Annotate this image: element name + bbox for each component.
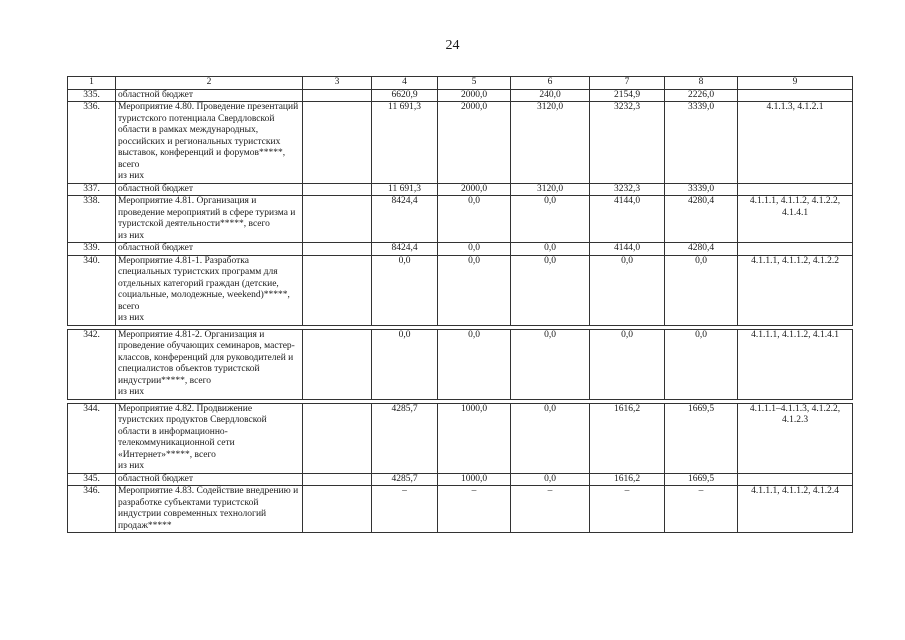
cell-col4: 11 691,3 [372,102,438,184]
cell-col9 [738,243,853,256]
row-number: 338. [68,196,116,243]
cell-col3 [303,243,372,256]
cell-col8: 2226,0 [665,89,738,102]
cell-col6: 0,0 [511,403,590,473]
cell-col7: 3232,3 [590,183,665,196]
table-row [68,403,853,473]
cell-col5: – [438,486,511,533]
column-header: 6 [511,77,590,90]
cell-col9: 4.1.1.1, 4.1.1.2, 4.1.2.4 [738,486,853,533]
cell-col4: 4285,7 [372,473,438,486]
cell-col8: 1669,5 [665,403,738,473]
cell-col6: 3120,0 [511,102,590,184]
cell-col4: 0,0 [372,255,438,325]
cell-col4: 8424,4 [372,243,438,256]
row-name-cell [116,102,303,184]
cell-col9 [738,89,853,102]
cell-col7: 4144,0 [590,243,665,256]
row-number: 342. [68,329,116,399]
cell-col8: 0,0 [665,255,738,325]
cell-col9: 4.1.1.1–4.1.1.3, 4.1.2.2, 4.1.2.3 [738,403,853,473]
cell-col4: 6620,9 [372,89,438,102]
cell-col4: 0,0 [372,329,438,399]
cell-col5: 0,0 [438,255,511,325]
cell-col4: 11 691,3 [372,183,438,196]
cell-col9: 4.1.1.1, 4.1.1.2, 4.1.4.1 [738,329,853,399]
column-header: 3 [303,77,372,90]
row-name-sub: из них [118,230,145,241]
row-name-cell [116,255,303,325]
cell-col4: 4285,7 [372,403,438,473]
cell-col5: 0,0 [438,243,511,256]
cell-col8: 4280,4 [665,243,738,256]
cell-col3 [303,329,372,399]
cell-col6: 0,0 [511,255,590,325]
table-row [68,473,853,486]
cell-col9: 4.1.1.1, 4.1.1.2, 4.1.2.2, 4.1.4.1 [738,196,853,243]
cell-col8: 3339,0 [665,183,738,196]
row-name-cell [116,329,303,399]
cell-col8: 1669,5 [665,473,738,486]
cell-col7: 0,0 [590,255,665,325]
row-number: 337. [68,183,116,196]
table-row [68,89,853,102]
column-header: 5 [438,77,511,90]
cell-col7: 2154,9 [590,89,665,102]
cell-col7: 1616,2 [590,473,665,486]
cell-col3 [303,89,372,102]
row-name: Мероприятие 4.81-1. Разработка специальных туристских программ для отдельных категорий граждан (детские, социальные, молодежные, weekend)*****, всего [118,255,290,312]
cell-col5: 1000,0 [438,403,511,473]
cell-col8: – [665,486,738,533]
row-name: Мероприятие 4.82. Продвижение туристских продуктов Свердловской области в информационно-телекоммуникационной сети «Интернет»*****, всего [118,403,267,460]
row-name: областной бюджет [116,473,303,486]
row-name-sub: из них [118,461,145,471]
row-name: Мероприятие 4.81-2. Организация и проведение обучающих семинаров, мастер-классов, конференций для руководителей и специалистов объектов туристской индустрии*****, всего [118,329,295,386]
cell-col6: 240,0 [511,89,590,102]
cell-col4: 8424,4 [372,196,438,243]
row-number: 339. [68,243,116,256]
cell-col3 [303,255,372,325]
cell-col5: 2000,0 [438,183,511,196]
cell-col3 [303,486,372,533]
row-number: 345. [68,473,116,486]
table-row [68,486,853,533]
row-name-sub: из них [118,313,145,323]
cell-col6: 3120,0 [511,183,590,196]
cell-col6: – [511,486,590,533]
cell-col3 [303,183,372,196]
table-row [68,102,853,184]
row-name: Мероприятие 4.83. Содействие внедрению и разработке субъектами туристской индустрии современных технологий продаж***** [116,486,303,533]
table-row [68,243,853,256]
cell-col3 [303,473,372,486]
cell-col6: 0,0 [511,243,590,256]
budget-table [67,76,853,533]
cell-col7: 0,0 [590,329,665,399]
table-row [68,255,853,325]
cell-col5: 0,0 [438,329,511,399]
cell-col8: 0,0 [665,329,738,399]
cell-col9 [738,473,853,486]
row-number: 346. [68,486,116,533]
cell-col3 [303,403,372,473]
cell-col5: 1000,0 [438,473,511,486]
table-row [68,196,853,243]
page-number: 24 [445,38,460,53]
cell-col8: 4280,4 [665,196,738,243]
row-name-cell [116,403,303,473]
cell-col5: 0,0 [438,196,511,243]
row-name: Мероприятие 4.80. Проведение презентаций туристского потенциала Свердловской области в рамках международных, российских и региональных туристских выставок, конференций и форумов*****, всего [118,102,299,170]
cell-col7: 4144,0 [590,196,665,243]
column-header: 8 [665,77,738,90]
row-number: 336. [68,102,116,184]
row-name-sub: из них [118,387,145,397]
row-name: областной бюджет [116,89,303,102]
row-number: 344. [68,403,116,473]
column-header: 9 [738,77,853,90]
cell-col4: – [372,486,438,533]
cell-col8: 3339,0 [665,102,738,184]
row-name: Мероприятие 4.81. Организация и проведение мероприятий в сфере туризма и туристской деятельности*****, всего [118,196,296,229]
cell-col9: 4.1.1.3, 4.1.2.1 [738,102,853,184]
cell-col9: 4.1.1.1, 4.1.1.2, 4.1.2.2 [738,255,853,325]
cell-col6: 0,0 [511,473,590,486]
column-header: 7 [590,77,665,90]
cell-col7: – [590,486,665,533]
row-name: областной бюджет [116,243,303,256]
row-name: областной бюджет [116,183,303,196]
column-header: 2 [116,77,303,90]
cell-col3 [303,196,372,243]
row-number: 340. [68,255,116,325]
table-header-row [68,77,853,90]
table-row [68,329,853,399]
table-row [68,183,853,196]
cell-col5: 2000,0 [438,89,511,102]
column-header: 1 [68,77,116,90]
cell-col7: 3232,3 [590,102,665,184]
column-header: 4 [372,77,438,90]
row-name-sub: из них [118,171,145,181]
cell-col6: 0,0 [511,196,590,243]
cell-col6: 0,0 [511,329,590,399]
row-name-cell [116,196,303,243]
cell-col9 [738,183,853,196]
cell-col3 [303,102,372,184]
cell-col5: 2000,0 [438,102,511,184]
cell-col7: 1616,2 [590,403,665,473]
row-number: 335. [68,89,116,102]
